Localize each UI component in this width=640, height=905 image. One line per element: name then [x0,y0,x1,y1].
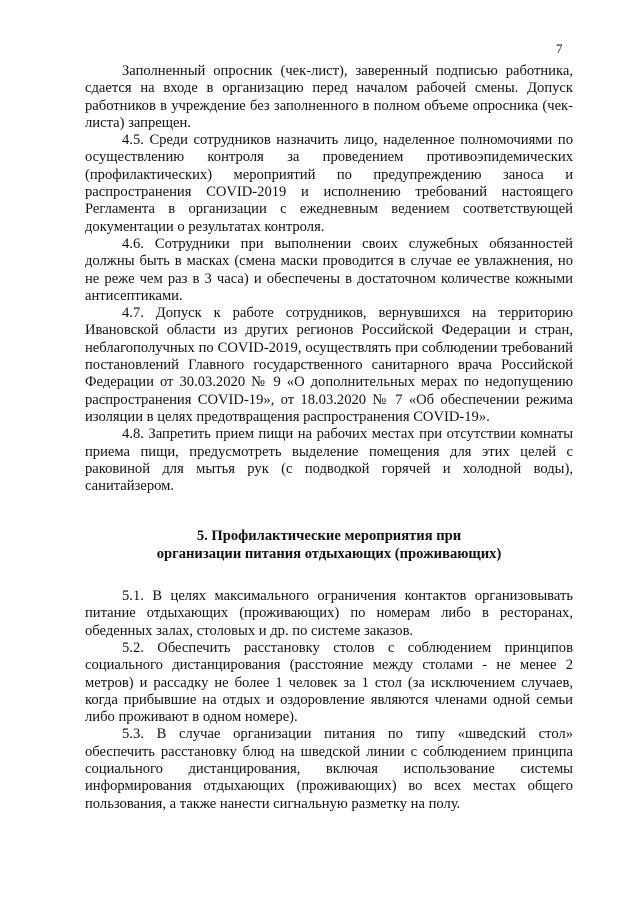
paragraph-checklist: Заполненный опросник (чек-лист), заверенный подписью работника, сдается на входе в организацию перед началом рабочей смены. Допуск работников в учреждение без заполненного в полном объеме опросника (чек-листа) запрещен. [85,63,573,131]
paragraph-4-5: 4.5. Среди сотрудников назначить лицо, наделенное полномочиями по осуществлению контроля за проведением противоэпидемических (профилактических) мероприятий по предупреждению заноса и распространения COVID-2019 и исполнению требований настоящего Регламента в организации с ежедневным ведением соответствующей документации о результатах контроля. [85,132,573,235]
section-5-heading [85,528,573,563]
paragraph-4-6: 4.6. Сотрудники при выполнении своих служебных обязанностей должны быть в масках (смена маски проводится в случае ее увлажнения, но не реже чем раз в 3 часа) и обеспечены в достаточном количестве кожными антисептиками. [85,235,573,304]
section-5-title-line-2: организации питания отдыхающих (проживающих) [156,545,502,562]
paragraph-4-8: 4.8. Запретить прием пищи на рабочих местах при отсутствии комнаты приема пищи, предусмотреть выделение помещения для этих целей с раковиной для мытья рук (с подводкой горячей и холодной воды), санитайзером. [85,426,573,495]
page-number: 7 [556,41,563,56]
paragraph-5-1: 5.1. В целях максимального ограничения контактов организовывать питание отдыхающих (проживающих) по номерам либо в ресторанах, обеденных залах, столовых и др. по системе заказов. [85,588,573,639]
document-body [85,63,573,813]
paragraph-5-2: 5.2. Обеспечить расстановку столов с соблюдением принципов социального дистанцирования (расстояние между столами - не менее 2 метров) и рассадку не более 1 человек за 1 стол (за исключением случаев, когда прибывшие на отдых и оздоровление являются членами одной семьи либо проживают в одном номере). [85,639,573,726]
paragraph-4-7: 4.7. Допуск к работе сотрудников, вернувшихся на территорию Ивановской области из других регионов Российской Федерации и стран, неблагополучных по COVID-2019, осуществлять при соблюдении требований постановлений Главного государственного санитарного врача Российской Федерации от 30.03.2020 № 9 «О дополнительных мерах по недопущению распространения COVID-19», от 18.03.2020 № 7 «Об обеспечении режима изоляции в целях предотвращения распространения COVID-19». [85,305,573,425]
section-5-title-line-1: 5. Профилактические мероприятия при [196,528,462,545]
paragraph-5-3: 5.3. В случае организации питания по типу «шведский стол» обеспечить расстановку блюд на шведской линии с соблюдением принципа социального дистанцирования, включая использование системы информирования отдыхающих (проживающих) во всех местах общего пользования, а также нанести сигнальную разметку на полу. [85,726,573,812]
